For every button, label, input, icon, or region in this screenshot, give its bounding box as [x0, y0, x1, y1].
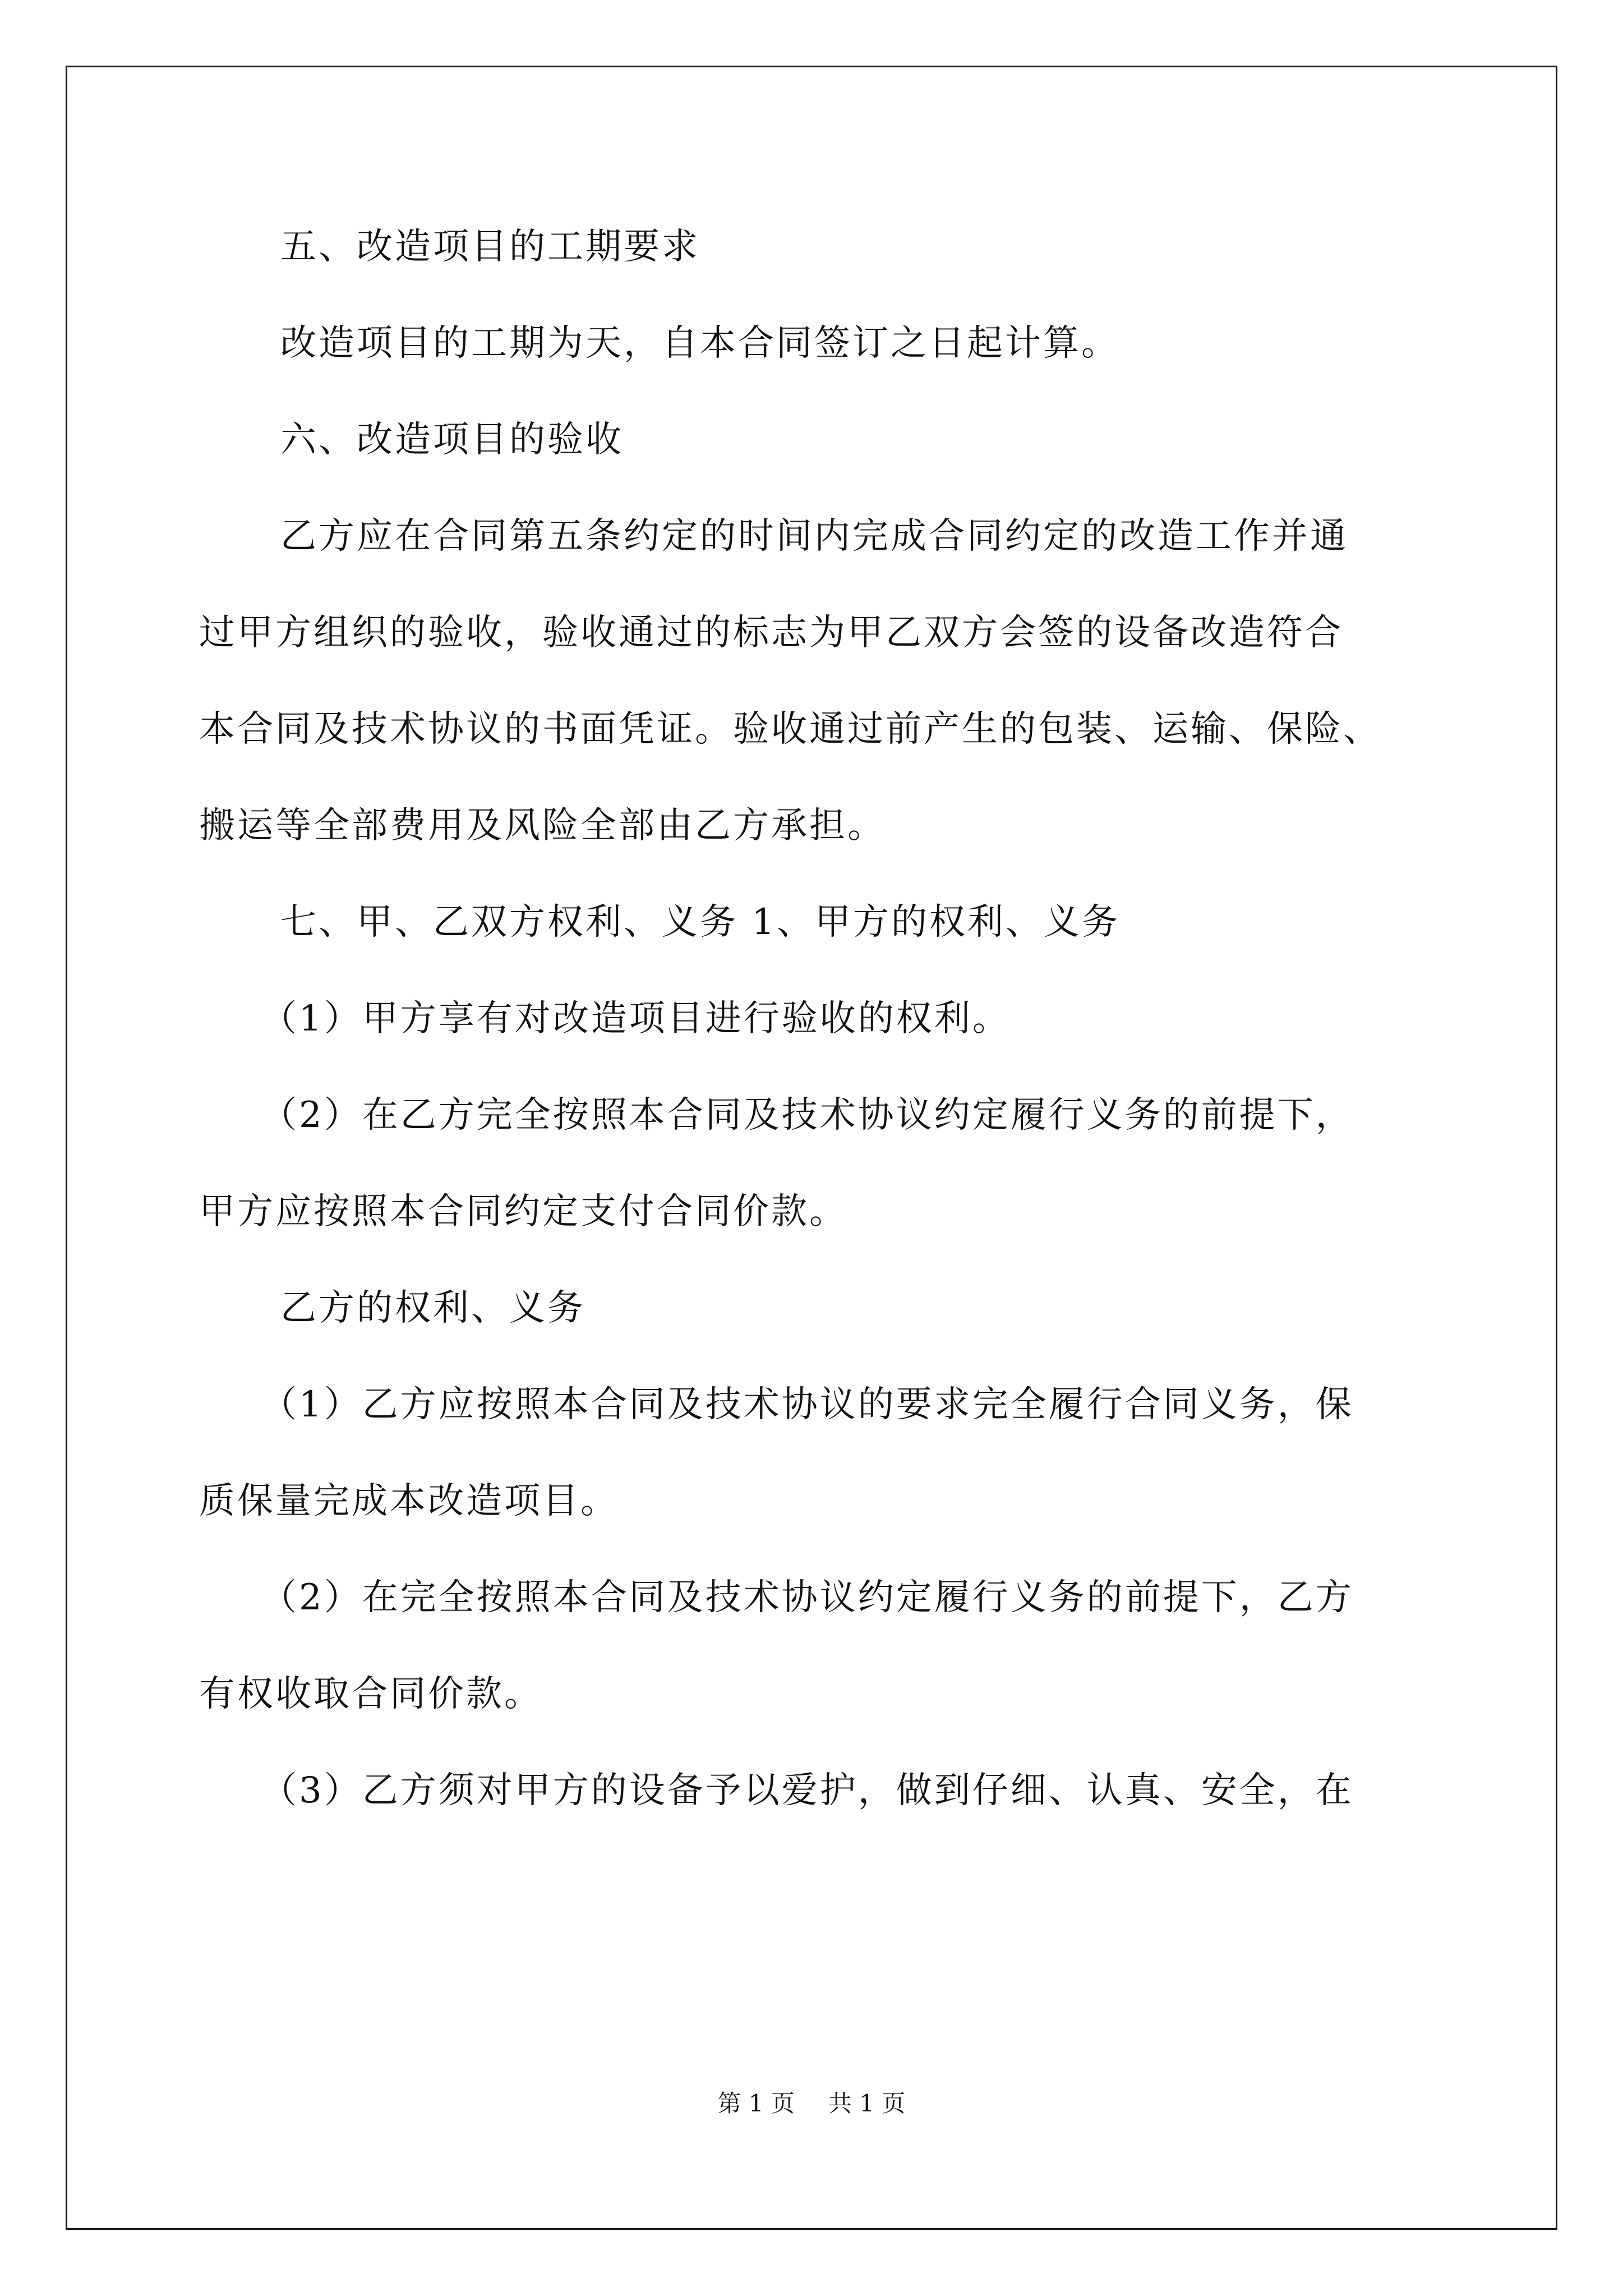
- page-number: 第 1 页: [717, 2090, 795, 2117]
- paragraph-line: （1）乙方应按照本合同及技术协议的要求完全履行合同义务，保: [261, 1384, 1354, 1425]
- paragraph-line: （1）甲方享有对改造项目进行验收的权利。: [261, 998, 1011, 1039]
- paragraph-line: 质保量完成本改造项目。: [199, 1480, 619, 1522]
- paragraph-line: 有权收取合同价款。: [199, 1673, 542, 1715]
- paragraph-line: （3）乙方须对甲方的设备予以爱护，做到仔细、认真、安全，在: [261, 1770, 1354, 1811]
- paragraph-line: （2）在完全按照本合同及技术协议约定履行义务的前提下，乙方: [261, 1577, 1354, 1618]
- paragraph-line: 搬运等全部费用及风险全部由乙方承担。: [199, 805, 886, 846]
- page-footer: [0, 2087, 1623, 2120]
- paragraph-line: 甲方应按照本合同约定支付合同价款。: [199, 1191, 847, 1232]
- paragraph-line: 乙方应在合同第五条约定的时间内完成合同约定的改造工作并通: [280, 516, 1348, 557]
- page-total: 共 1 页: [828, 2090, 906, 2117]
- paragraph-line: （2）在乙方完全按照本合同及技术协议约定履行义务的前提下，: [261, 1094, 1354, 1136]
- heading-schedule: 五、改造项目的工期要求: [280, 226, 700, 268]
- heading-party-b: 乙方的权利、义务: [280, 1287, 585, 1329]
- paragraph-line: 本合同及技术协议的书面凭证。验收通过前产生的包装、运输、保险、: [199, 708, 1381, 750]
- heading-rights: 七、甲、乙双方权利、义务 1、甲方的权利、义务: [280, 901, 1121, 943]
- paragraph-line: 过甲方组织的验收，验收通过的标志为甲乙双方会签的设备改造符合: [199, 612, 1343, 654]
- page-border: [66, 66, 1557, 2230]
- heading-acceptance: 六、改造项目的验收: [280, 419, 624, 461]
- paragraph-line: 改造项目的工期为天，自本合同签订之日起计算。: [280, 323, 1119, 364]
